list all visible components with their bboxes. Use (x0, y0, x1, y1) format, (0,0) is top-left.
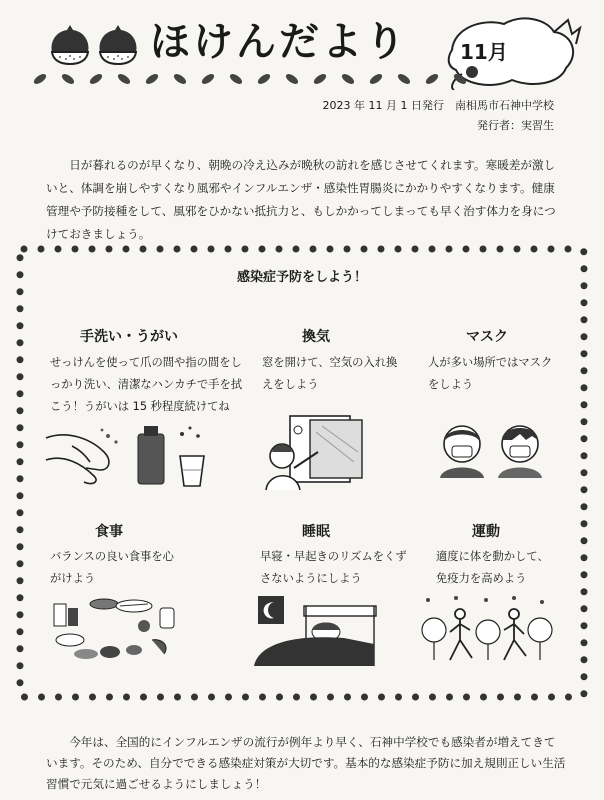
publisher: 発行者：実習生 (477, 119, 554, 132)
handwash-illustration (42, 420, 212, 488)
card-body-handwash: せっけんを使って爪の間や指の間をしっかり洗い、清潔なハンカチで手を拭こう！うがいは 15 秒程度続けてね (50, 356, 243, 413)
card-body-exercise: 適度に体を動かして、免疫力を高めよう (436, 550, 549, 585)
ventilation-illustration (262, 412, 374, 490)
meal-illustration (48, 596, 182, 662)
mask-illustration (432, 418, 552, 478)
header (0, 0, 604, 92)
card-head-exercise: 運動 (472, 524, 500, 540)
card-body-sleep: 早寝・早起きのリズムをくずさないようにしよう (260, 550, 407, 585)
sleep-illustration (248, 592, 378, 666)
leaf-divider-icon (30, 70, 470, 88)
month-label: 11月 (460, 40, 508, 64)
intro-paragraph: 日が暮れるのが早くなり、朝晩の冷え込みが晩秋の訪れを感じさせてくれます。寒暖差が激しいと、体調を崩しやすくなり風邪やインフルエンザ・感染性胃腸炎にかかりやすくなります。健康管理や予防接種をして、風邪をひかない抵抗力と、もしかかってしまっても早く治す体力を身につけておきましょう。 (46, 158, 556, 241)
card-body-ventilation: 窓を開けて、空気の入れ換えをしよう (262, 356, 398, 391)
card-head-mask: マスク (466, 329, 508, 345)
closing-paragraph: 今年は、全国的にインフルエンザの流行が例年より早く、石神中学校でも感染者が増えてきています。そのため、自分でできる感染症対策が大切です。基本的な感染症予防に加え規則正しい生活習慣で元気に過ごせるようにしましょう！ (46, 735, 566, 791)
issue-date: 2023 年 11 月 1 日発行 南相馬市石神中学校 (322, 99, 554, 112)
card-head-meal: 食事 (95, 524, 123, 540)
newsletter-title: ほけんだより (150, 19, 408, 65)
card-body-meal: バランスの良い食事を心がけよう (50, 550, 174, 585)
chestnut-icon (48, 22, 92, 66)
card-head-handwash: 手洗い・うがい (80, 329, 178, 345)
section-title: 感染症予防をしよう！ (236, 270, 367, 285)
chestnut-icon (96, 22, 140, 66)
card-head-sleep: 睡眠 (302, 524, 330, 540)
card-head-ventilation: 換気 (302, 329, 330, 345)
exercise-illustration (416, 594, 556, 666)
card-body-mask: 人が多い場所ではマスクをしよう (428, 356, 553, 391)
